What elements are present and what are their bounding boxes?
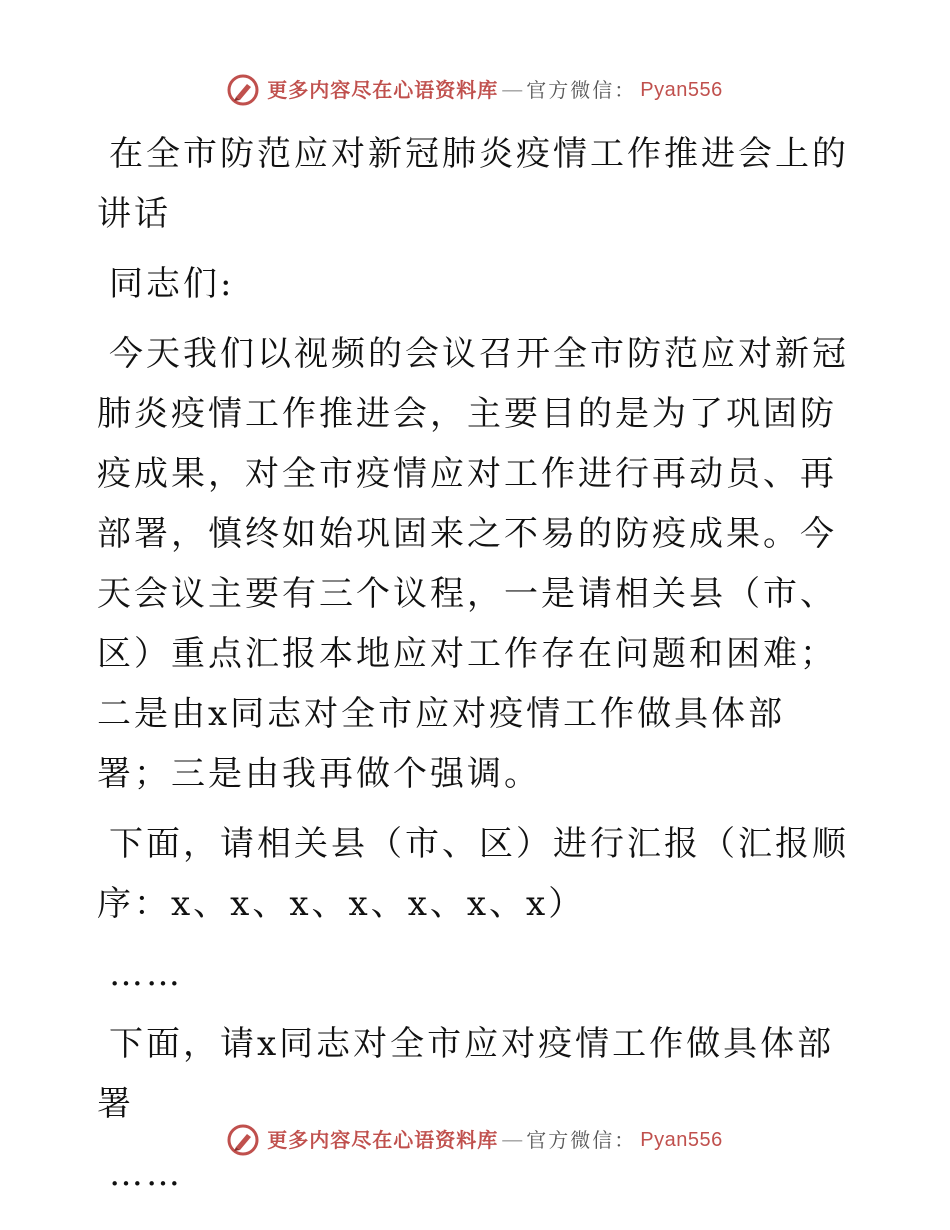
salutation: 同志们: [109, 264, 235, 304]
footer-brand-text: 更多内容尽在心语资料库 [267, 1128, 499, 1152]
footer-official-text: 官方微信： [526, 1128, 637, 1152]
footer-wechat-id: Pyan556 [640, 1129, 723, 1151]
header-wechat-id: Pyan556 [640, 79, 723, 101]
pen-logo-icon [227, 74, 259, 106]
ellipsis-2: …… [109, 1154, 183, 1194]
document-body [97, 124, 853, 1204]
footer-watermark-banner [0, 1124, 950, 1156]
header-separator: — [502, 79, 523, 101]
pen-logo-icon [227, 1124, 259, 1156]
paragraph-report-order: 下面，请相关县（市、区）进行汇报（汇报顺序：x、x、x、x、x、x、x） [97, 824, 849, 924]
paragraph-deployment: 下面，请x同志对全市应对疫情工作做具体部署 [97, 1024, 835, 1124]
header-watermark-banner [0, 74, 950, 106]
ellipsis-1: …… [109, 954, 183, 994]
header-brand-text: 更多内容尽在心语资料库 [267, 78, 499, 102]
paragraph-intro: 今天我们以视频的会议召开全市防范应对新冠肺炎疫情工作推进会，主要目的是为了巩固防疫成果，对全市疫情应对工作进行再动员、再部署，慎终如始巩固来之不易的防疫成果。今天会议主要有三个议程，一是请相关县（市、区）重点汇报本地应对工作存在问题和困难；二是由x同志对全市应对疫情工作做具体部署；三是由我再做个强调。 [97, 334, 849, 794]
document-title: 在全市防范应对新冠肺炎疫情工作推进会上的讲话 [97, 134, 849, 234]
header-official-text: 官方微信： [526, 78, 637, 102]
footer-separator: — [502, 1129, 523, 1151]
